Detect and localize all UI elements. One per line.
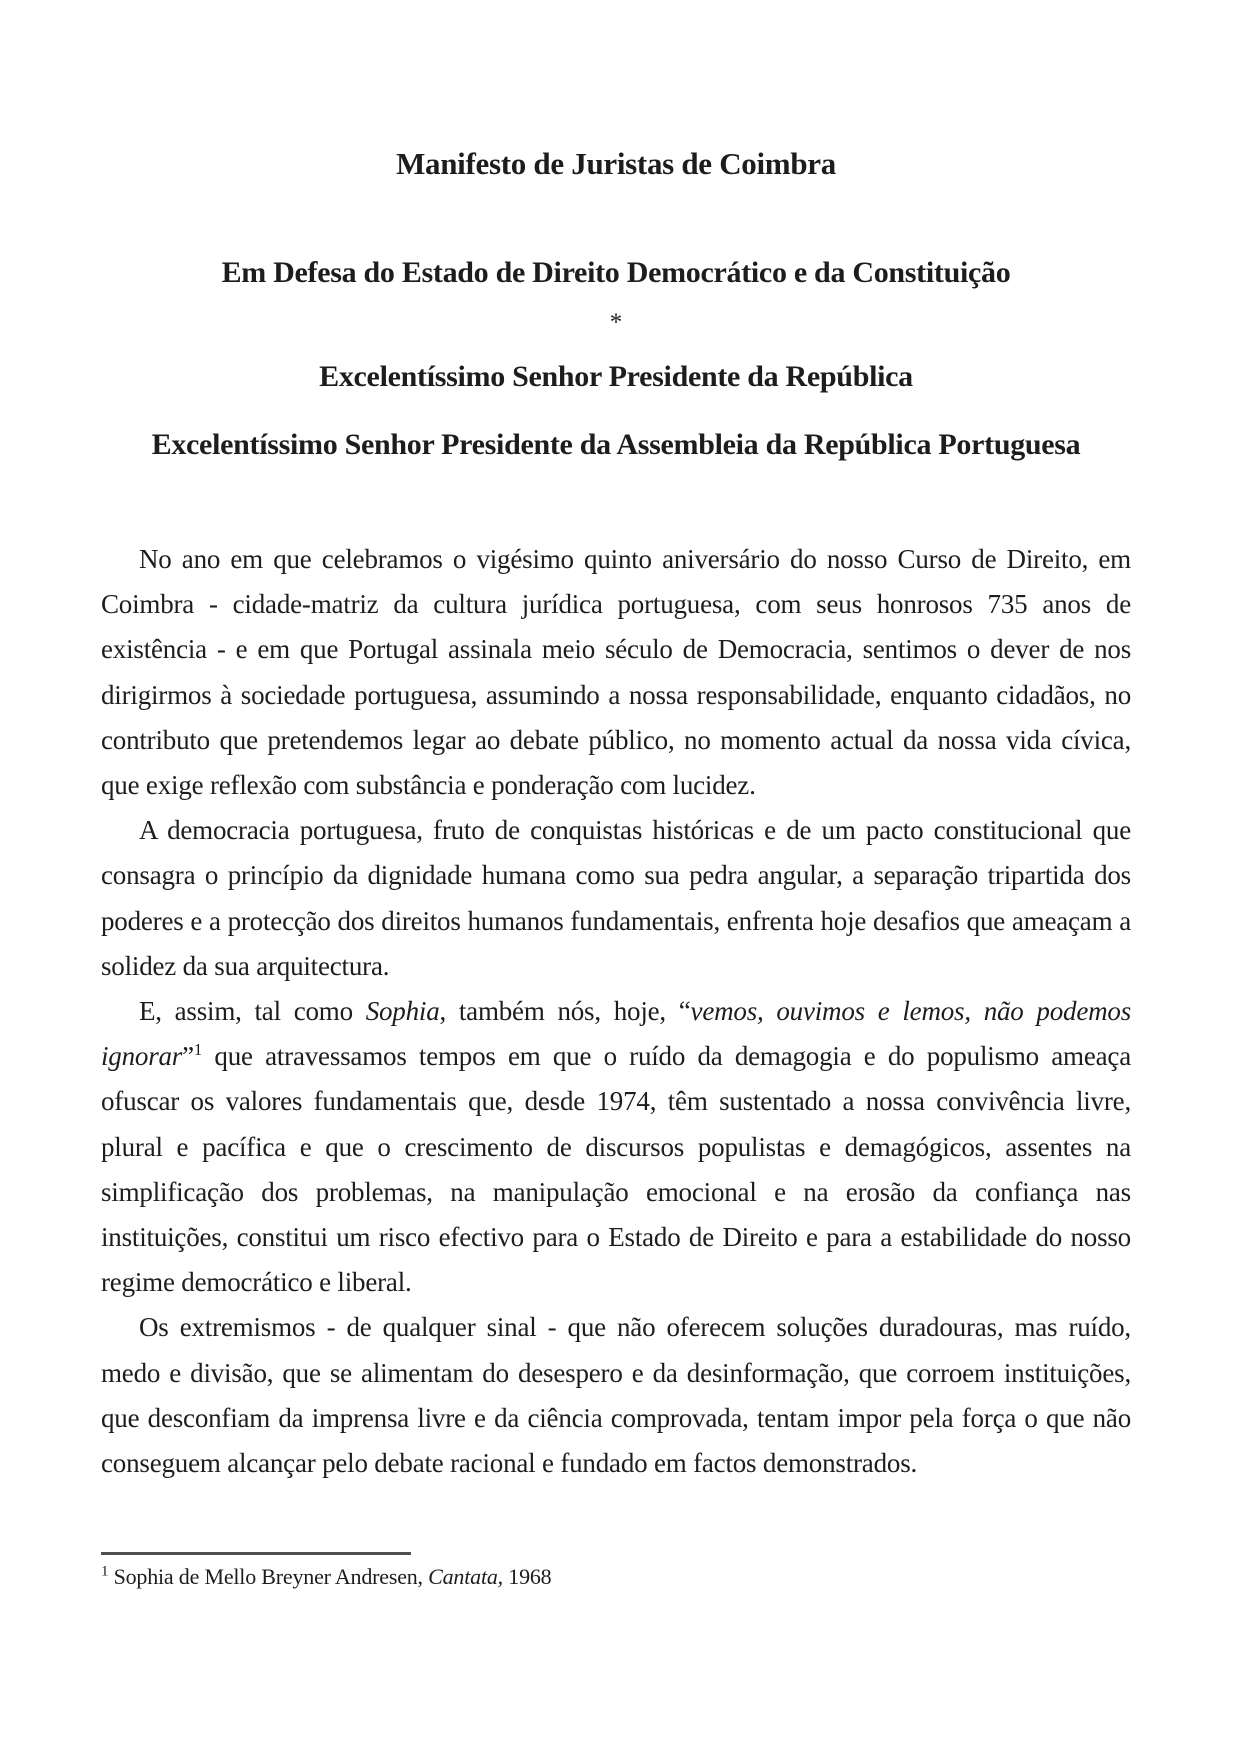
closing-quote: ”	[182, 1041, 194, 1072]
paragraph-democracy: A democracia portuguesa, fruto de conquistas históricas e de um pacto constitucional que consagra o princípio da dignidade humana como sua pedra angular, a separação tripartida dos poderes e a protecção dos direitos humanos fundamentais, enfrenta hoje desafios que ameaçam a solidez da sua arquitectura.	[101, 815, 1131, 981]
footnote-work-title: Cantata,	[428, 1564, 503, 1589]
document-body	[101, 537, 1131, 1486]
document-title: Manifesto de Juristas de Coimbra	[396, 146, 836, 181]
footnote-separator-rule	[101, 1552, 411, 1555]
salutation-president-assembly: Excelentíssimo Senhor Presidente da Assembleia da República Portuguesa	[151, 428, 1081, 461]
footnote-reference-marker: 1	[193, 1040, 203, 1060]
italic-quotation: vemos, ouvimos e lemos, não podemos ignorar	[101, 996, 1132, 1072]
footnote-year: 1968	[502, 1564, 552, 1589]
footnote	[101, 1564, 1131, 1590]
italic-sophia: Sophia	[365, 996, 440, 1027]
footnote-author: Sophia de Mello Breyner Andresen,	[108, 1564, 429, 1589]
paragraph-segment: E, assim, tal como	[139, 996, 366, 1027]
paragraph-segment: , também nós, hoje, “	[439, 996, 691, 1027]
paragraph-anniversary: No ano em que celebramos o vigésimo quinto aniversário do nosso Curso de Direito, em Coimbra - cidade-matriz da cultura jurídica portuguesa, com seus honrosos 735 anos de existência - e em que Portugal assinala meio século de Democracia, sentimos o dever de nos dirigirmos à sociedade portuguesa, assumindo a nossa responsabilidade, enquanto cidadãos, no contributo que pretendemos legar ao debate público, no momento actual da nossa vida cívica, que exige reflexão com substância e ponderação com lucidez.	[101, 544, 1131, 801]
footnote-marker: 1	[101, 1563, 109, 1580]
paragraph-segment: que atravessamos tempos em que o ruído da demagogia e do populismo ameaça ofuscar os valores fundamentais que, desde 1974, têm sustentado a nossa convivência livre, plural e pacífica e que o crescimento de discursos populistas e demagógicos, assentes na simplificação dos problemas, na manipulação emocional e na erosão da confiança nas instituições, constitui um risco efectivo para o Estado de Direito e para a estabilidade do nosso regime democrático e liberal.	[101, 1041, 1131, 1298]
document-subtitle: Em Defesa do Estado de Direito Democrático e da Constituição	[221, 256, 1011, 289]
paragraph-extremisms: Os extremismos - de qualquer sinal - que não oferecem soluções duradouras, mas ruído, medo e divisão, que se alimentam do desespero e da desinformação, que corroem instituições, que desconfiam da imprensa livre e da ciência comprovada, tentam impor pela força o que não conseguem alcançar pelo debate racional e fundado em factos demonstrados.	[101, 1312, 1131, 1479]
paragraph-sophia-quote	[101, 989, 1131, 1305]
asterisk-separator: *	[609, 309, 623, 336]
salutation-president-republic: Excelentíssimo Senhor Presidente da República	[319, 360, 913, 393]
